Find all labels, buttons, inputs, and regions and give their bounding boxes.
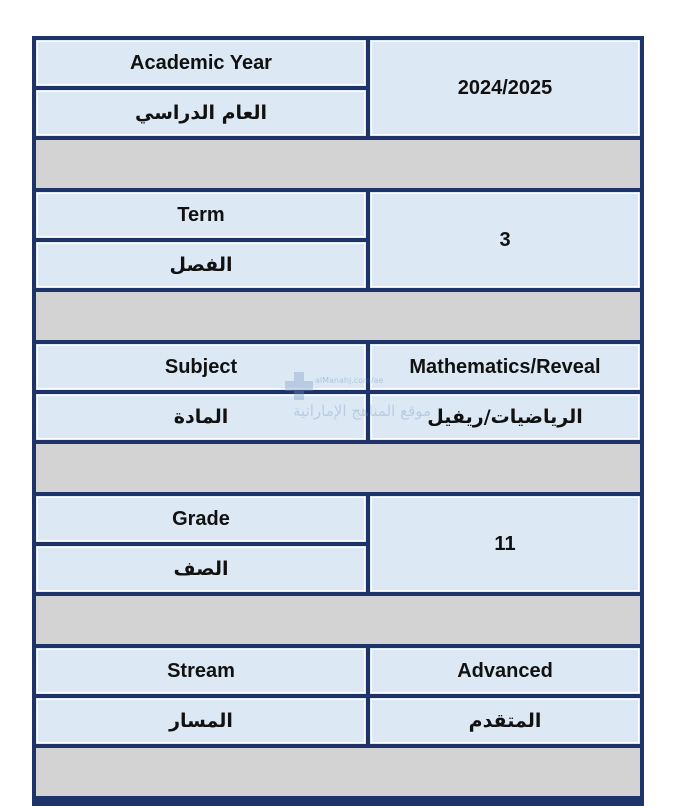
term-value: 3 bbox=[368, 190, 642, 290]
subject-label-ar: المادة bbox=[34, 392, 368, 442]
term-label: Term bbox=[34, 190, 368, 240]
academic-year-label: Academic Year bbox=[34, 38, 368, 88]
grade-value: 11 bbox=[368, 494, 642, 594]
subject-value-ar: الرياضيات/ريفيل bbox=[368, 392, 642, 442]
separator-row bbox=[34, 138, 642, 190]
stream-label: Stream bbox=[34, 646, 368, 696]
academic-year-value: 2024/2025 bbox=[368, 38, 642, 138]
watermark-text: موقع المناهج الإماراتية bbox=[293, 402, 432, 420]
separator-row bbox=[34, 290, 642, 342]
watermark-site: alManahj.com/ae bbox=[315, 376, 384, 385]
stream-value: Advanced bbox=[368, 646, 642, 696]
separator-row bbox=[34, 442, 642, 494]
grade-label-ar: الصف bbox=[34, 544, 368, 594]
stream-value-ar: المتقدم bbox=[368, 696, 642, 746]
separator-row bbox=[34, 594, 642, 646]
term-label-ar: الفصل bbox=[34, 240, 368, 290]
subject-value: Mathematics/Reveal bbox=[368, 342, 642, 392]
stream-label-ar: المسار bbox=[34, 696, 368, 746]
subject-label: Subject bbox=[34, 342, 368, 392]
separator-row bbox=[34, 746, 642, 798]
grade-label: Grade bbox=[34, 494, 368, 544]
academic-year-label-ar: العام الدراسي bbox=[34, 88, 368, 138]
info-table bbox=[32, 36, 644, 806]
